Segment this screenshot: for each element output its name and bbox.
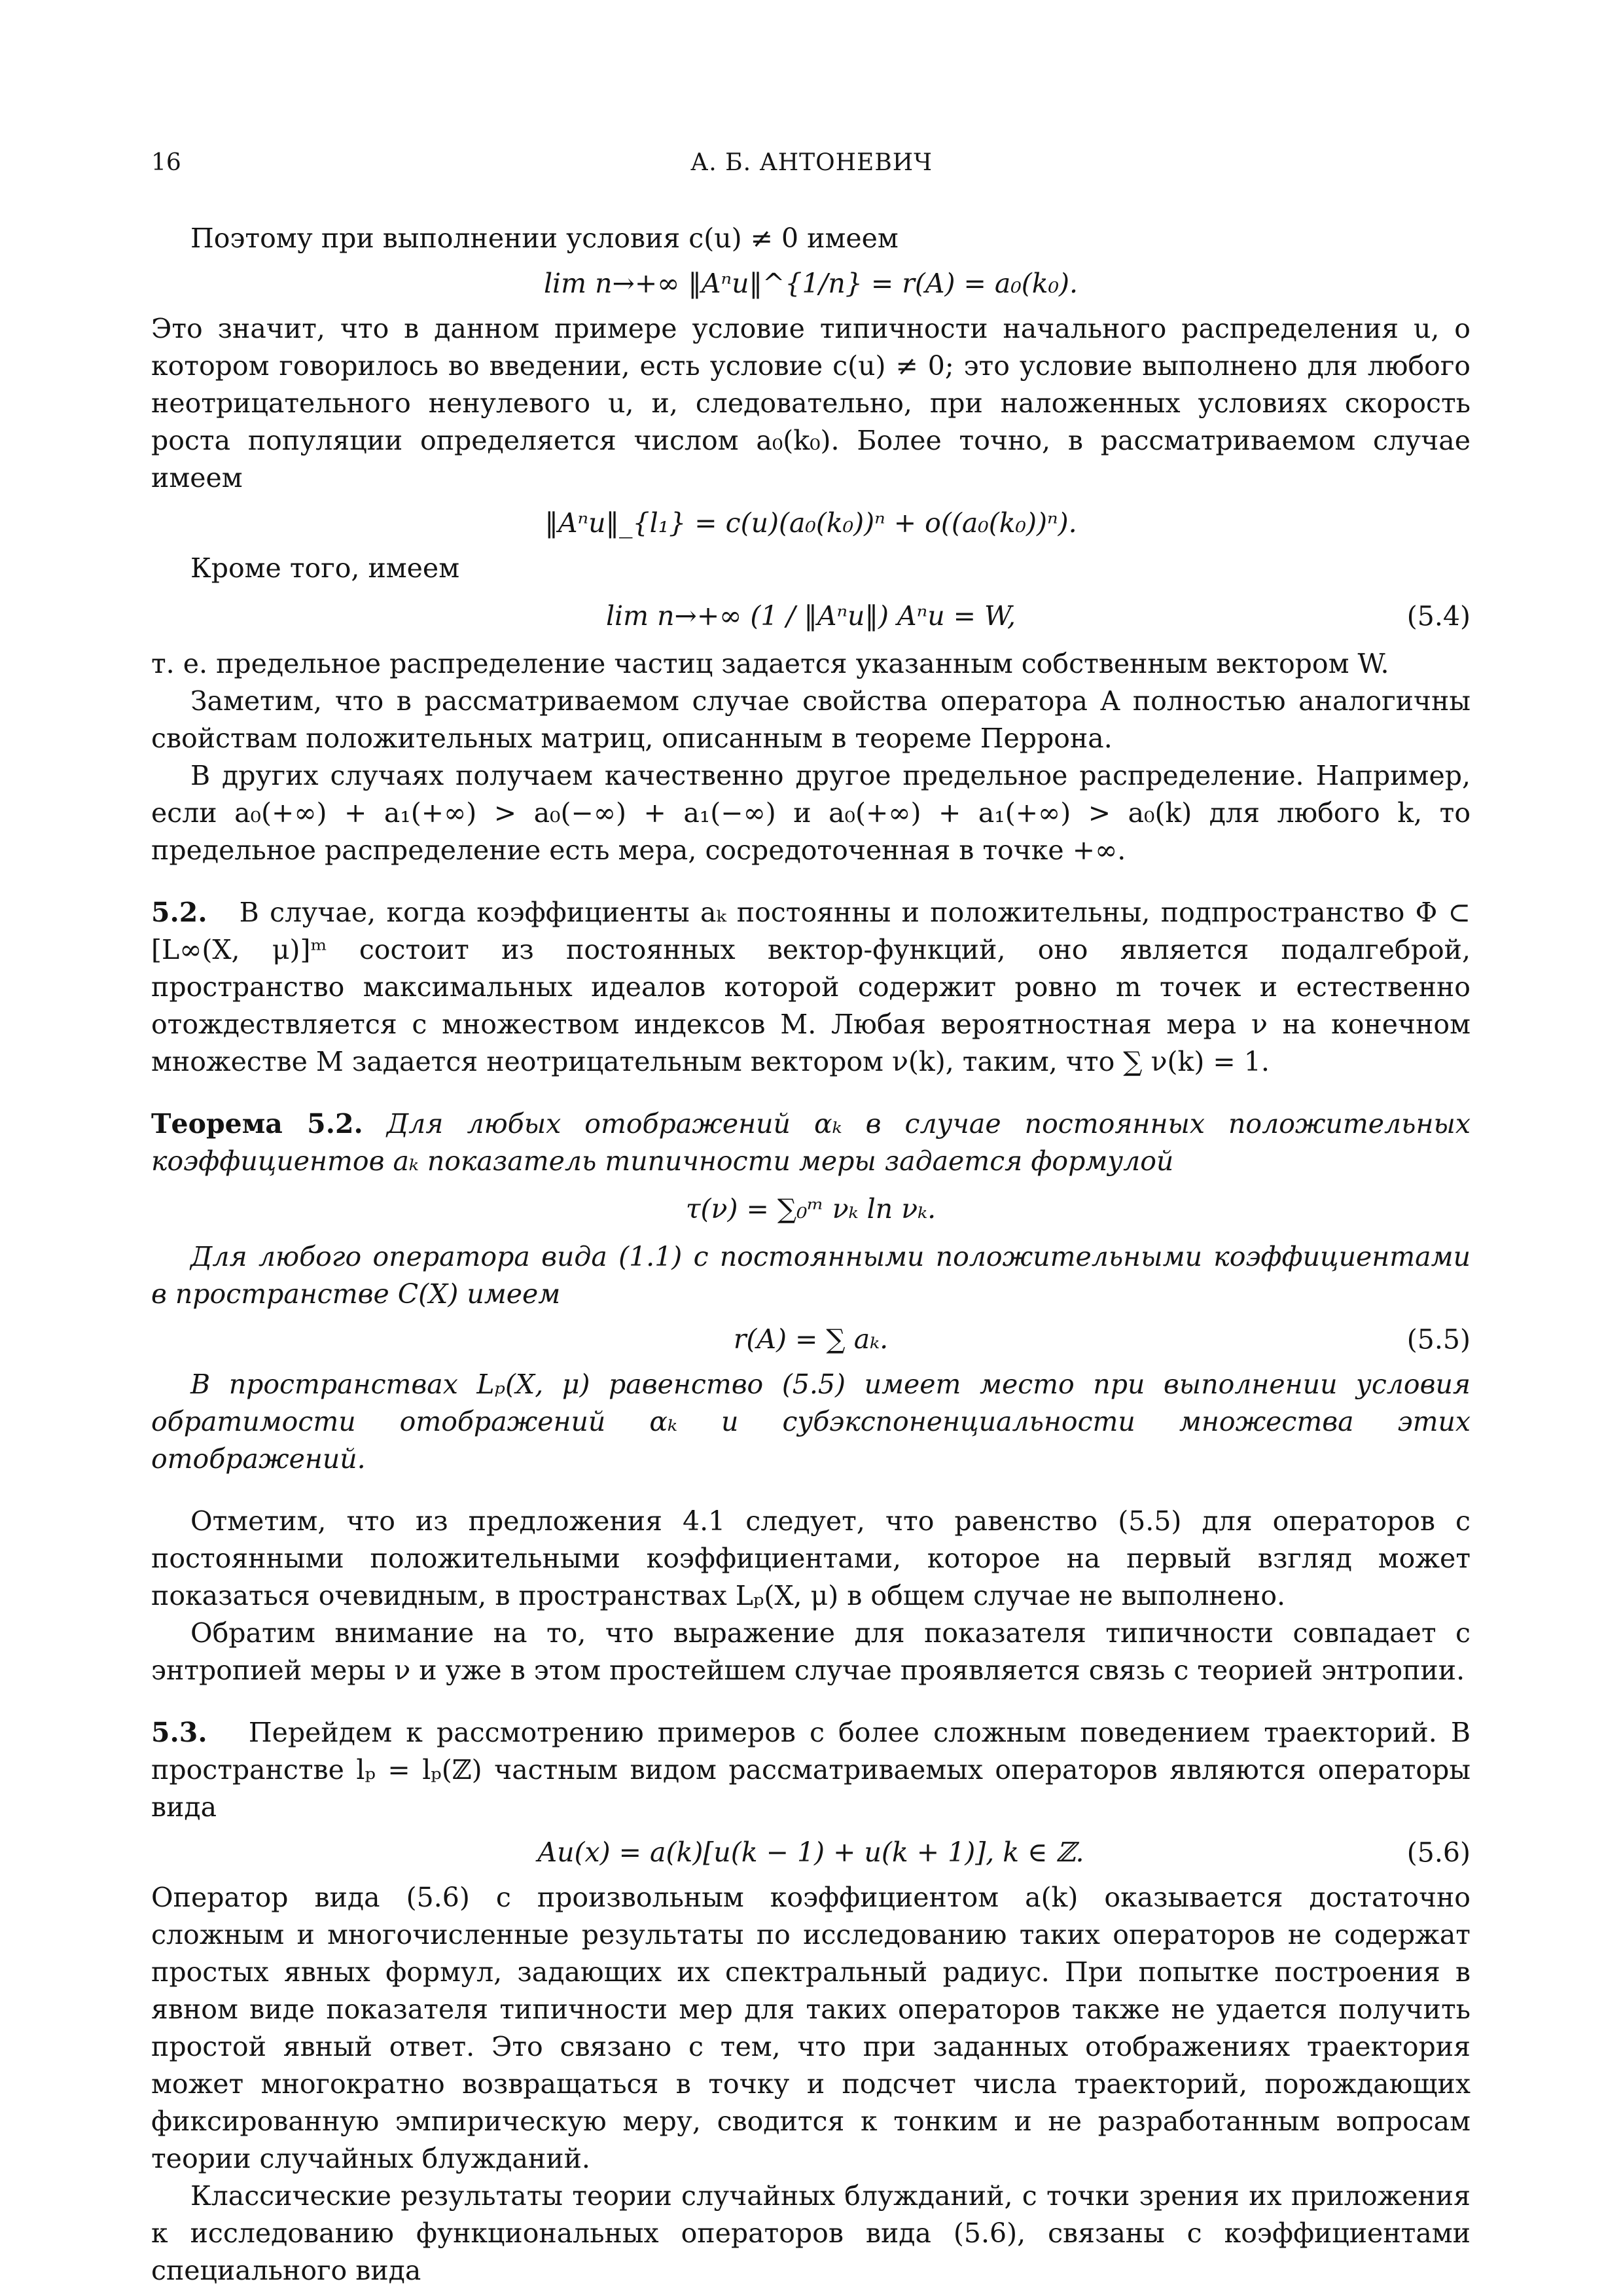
equation-5-5 [151,1321,1471,1358]
paragraph: Это значит, что в данном примере условие типичности начального распределения u, о котором говорилось во введении, есть условие c(u) ≠ 0; это условие выполнено для любого неотрицательного ненулевого u, и, следовательно, при наложенных условиях скорость роста популяции определяется числом a₀(k₀). Более точно, в рассматриваемом случае имеем [151,313,1471,493]
section-label: 5.2. [151,897,207,928]
paragraph: Обратим внимание на то, что выражение для показателя типичности совпадает с энтропией меры ν и уже в этом простейшем случае проявляется связь с теорией энтропии. [151,1617,1471,1686]
theorem-text: Для любого оператора вида (1.1) с постоянными положительными коэффициентами в пространстве C(X) имеем [151,1241,1471,1310]
equation-number: (5.4) [1406,600,1471,632]
paragraph: Отметим, что из предложения 4.1 следует, что равенство (5.5) для операторов с постоянными положительными коэффициентами, которое на первый взгляд может показаться очевидным, в пространствах Lₚ(X, μ) в общем случае не выполнено. [151,1505,1471,1611]
equation-5-4 [151,598,1471,635]
equation-body: r(A) = ∑ aₖ. [733,1323,889,1355]
running-header-author: А. Б. АНТОНЕВИЧ [690,149,933,176]
equation-number: (5.5) [1406,1323,1471,1355]
paragraph: Кроме того, имеем [190,552,460,584]
equation-body: lim n→+∞ (1 / ‖Aⁿu‖) Aⁿu = W, [605,600,1016,632]
page-content [151,220,1471,2289]
equation: ‖Aⁿu‖_{l₁} = c(u)(a₀(k₀))ⁿ + o((a₀(k₀))ⁿ). [544,507,1077,539]
theorem-text: В пространствах Lₚ(X, μ) равенство (5.5) имеет место при выполнении условия обратимости отображений αₖ и субэкспоненциальности множества этих отображений. [151,1369,1471,1475]
equation-body: Au(x) = a(k)[u(k − 1) + u(k + 1)], k ∈ ℤ. [537,1837,1084,1868]
paragraph: Поэтому при выполнении условия c(u) ≠ 0 имеем [190,223,899,254]
equation: τ(ν) = ∑₀ᵐ νₖ ln νₖ. [685,1193,936,1225]
theorem-label: Теорема 5.2. [151,1108,363,1139]
paragraph: Классические результаты теории случайных блужданий, с точки зрения их приложения к исследованию функциональных операторов вида (5.6), связаны с коэффициентами специального вида [151,2180,1471,2286]
section-text: Перейдем к рассмотрению примеров с более сложным поведением траекторий. В пространстве lₚ = lₚ(ℤ) частным видом рассматриваемых операторов являются операторы вида [151,1717,1471,1823]
paragraph: В других случаях получаем качественно другое предельное распределение. Например, если a₀(+∞) + a₁(+∞) > a₀(−∞) + a₁(−∞) и a₀(+∞) + a₁(+∞) > a₀(k) для любого k, то предельное распределение есть мера, сосредоточенная в точке +∞. [151,760,1471,866]
section-5-2 [151,894,1471,1081]
section-text: В случае, когда коэффициенты aₖ постоянны и положительны, подпространство Φ ⊂ [L∞(X, μ)]ᵐ состоит из постоянных вектор-функций, оно является подалгеброй, пространство максимальных идеалов которой содержит ровно m точек и естественно отождествляется с множеством индексов M. Любая вероятностная мера ν на конечном множестве M задается неотрицательным вектором ν(k), таким, что ∑ ν(k) = 1. [151,897,1471,1077]
paragraph: Заметим, что в рассматриваемом случае свойства оператора A полностью аналогичны свойствам положительных матриц, описанным в теореме Перрона. [151,685,1471,754]
page-number: 16 [151,149,181,176]
section-label: 5.3. [151,1717,207,1748]
section-5-3 [151,1714,1471,1826]
equation-5-6 [151,1834,1471,1871]
theorem-5-2 [151,1105,1471,1180]
paragraph: т. е. предельное распределение частиц задается указанным собственным вектором W. [151,648,1389,679]
equation-number: (5.6) [1406,1837,1471,1868]
paragraph: Оператор вида (5.6) с произвольным коэффициентом a(k) оказывается достаточно сложным и многочисленные результаты по исследованию таких операторов не содержат простых явных формул, задающих их спектральный радиус. При попытке построения в явном виде показателя типичности мер для таких операторов также не удается получить простой явный ответ. Это связано с тем, что при заданных отображениях траектория может многократно возвращаться в точку и подсчет числа траекторий, порождающих фиксированную эмпирическую меру, сводится к тонким и не разработанным вопросам теории случайных блужданий. [151,1882,1471,2174]
equation: lim n→+∞ ‖Aⁿu‖^{1/n} = r(A) = a₀(k₀). [543,268,1079,299]
theorem-text: Для любых отображений αₖ в случае постоянных положительных коэффициентов aₖ показатель типичности меры задается формулой [151,1108,1471,1177]
